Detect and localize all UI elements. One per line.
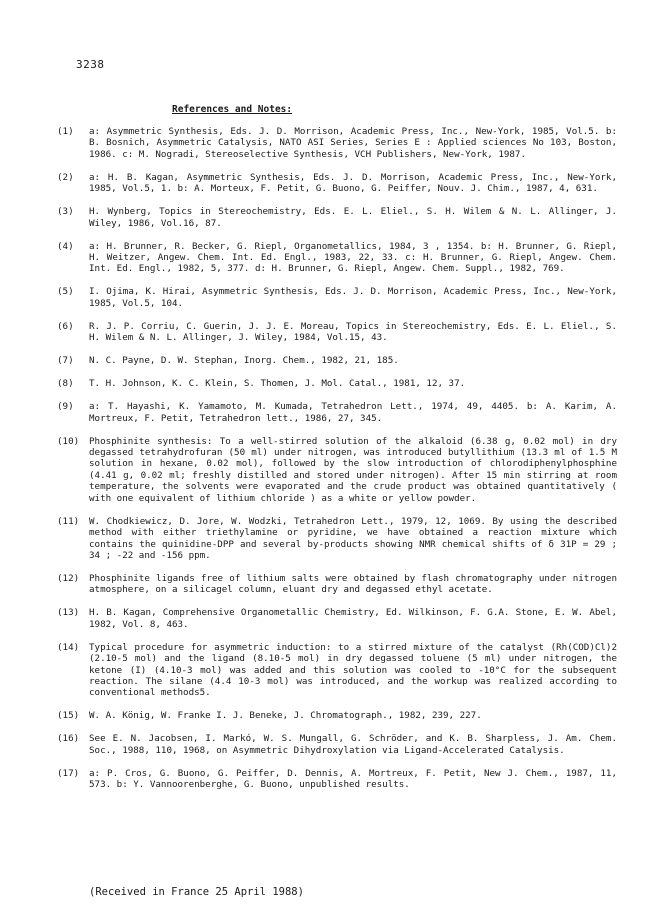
reference-text: W. A. König, W. Franke I. J. Beneke, J. Chromatograph., 1982, 239, 227. [89,710,482,722]
references-heading: References and Notes: [172,104,293,115]
reference-item [57,286,617,309]
reference-number: (16) [57,733,80,745]
reference-text: Phosphinite ligands free of lithium salts were obtained by flash chromatography under nitrogen atmosphere, on a silicagel column, eluant dry and degassed ethyl acetate. [89,572,617,596]
reference-number: (3) [57,206,74,218]
reference-number: (11) [57,515,80,527]
reference-number: (13) [57,607,80,619]
references-list [57,126,617,802]
reference-number: (8) [57,378,74,390]
reference-number: (7) [57,355,74,367]
reference-item [57,401,617,424]
reference-text: Typical procedure for asymmetric induction: to a stirred mixture of the catalyst (Rh(COD)Cl)2 (2.10-5 mol) and the ligand (8.10-5 mol) in dry degassed toluene (5 ml) under nitrogen, the ketone (I) (4.10-3 mol) was added and this solution was cooled to -10°C for the subsequent reaction. The silane (4.4 10-3 mol) was introduced, and the workup was realized according to conventional methods5. [89,641,617,699]
reference-item [57,607,617,630]
reference-item [57,172,617,195]
reference-text: R. J. P. Corriu, C. Guerin, J. J. E. Moreau, Topics in Stereochemistry, Eds. E. L. Eliel., S. H. Wilem & N. L. Allinger, J. Wiley, 1984, Vol.15, 43. [89,320,617,344]
reference-number: (17) [57,767,80,779]
reference-item [57,355,617,366]
reference-text: See E. N. Jacobsen, I. Markó, W. S. Mungall, G. Schröder, and K. B. Sharpless, J. Am. Chem. Soc., 1988, 110, 1968, on Asymmetric Dihydroxylation via Ligand-Accelerated Catalysis. [89,733,617,756]
reference-number: (15) [57,710,80,722]
reference-number: (9) [57,401,74,413]
reference-text: a: Asymmetric Synthesis, Eds. J. D. Morrison, Academic Press, Inc., New-York, 1985, Vol.5. b: B. Bosnich, Asymmetric Catalysis, NATO ASI Series, Series E : Applied sciences No 103, Boston, 1986. c: M. Nogradi, Stereoselective Synthesis, VCH Publishers, New-York, 1987. [89,126,617,160]
reference-item [57,436,617,504]
reference-number: (4) [57,240,74,252]
reference-number: (1) [57,126,74,137]
reference-item [57,768,617,791]
page-number: 3238 [76,58,105,71]
reference-item [57,733,617,756]
reference-text: H. B. Kagan, Comprehensive Organometallic Chemistry, Ed. Wilkinson, F. G.A. Stone, E. W. Abel, 1982, Vol. 8, 463. [89,607,617,630]
reference-item [57,710,617,721]
reference-number: (12) [57,572,80,584]
reference-text: a: H. Brunner, R. Becker, G. Riepl, Organometallics, 1984, 3 , 1354. b: H. Brunner, G. Riepl, H. Weitzer, Angew. Chem. Int. Ed. Engl., 1983, 22, 33. c: H. Brunner, G. Riepl, Angew. Chem. Int. Ed. Engl., 1982, 5, 377. d: H. Brunner, G. Riepl, Angew. Chem. Suppl., 1982, 769. [89,240,617,275]
reference-item [57,516,617,562]
reference-text: a: P. Cros, G. Buono, G. Peiffer, D. Dennis, A. Mortreux, F. Petit, New J. Chem., 1987, 11, 573. b: Y. Vannoorenberghe, G. Buono, unpublished results. [89,767,617,791]
reference-text: I. Ojima, K. Hirai, Asymmetric Synthesis, Eds. J. D. Morrison, Academic Press, Inc., New-York, 1985, Vol.5, 104. [89,286,617,309]
reference-item [57,573,617,596]
received-note: (Received in France 25 April 1988) [89,886,304,898]
reference-number: (6) [57,320,74,332]
reference-text: H. Wynberg, Topics in Stereochemistry, Eds. E. L. Eliel., S. H. Wilem & N. L. Allinger, J. Wiley, 1986, Vol.16, 87. [89,206,617,229]
reference-number: (5) [57,286,74,298]
reference-text: Phosphinite synthesis: To a well-stirred solution of the alkaloid (6.38 g, 0.02 mol) in dry degassed tetrahydrofuran (50 ml) under nitrogen, was introduced butyllithium (13.3 ml of 1.5 M solution in hexane, 0.02 mol), followed by the slow introduction of chlorodiphenylphosphine (4.41 g, 0.02 ml; freshly distilled and stored under nitrogen). After 15 min stirring at room temperature, the solvents were evaporated and the crude product was obtained quantitatively ( with one equivalent of lithium chloride ) as a white or yellow powder. [89,435,617,504]
reference-item [57,241,617,275]
reference-text: N. C. Payne, D. W. Stephan, Inorg. Chem., 1982, 21, 185. [89,355,399,367]
reference-text: T. H. Johnson, K. C. Klein, S. Thomen, J. Mol. Catal., 1981, 12, 37. [89,378,466,390]
reference-number: (10) [57,435,80,447]
reference-text: a: H. B. Kagan, Asymmetric Synthesis, Eds. J. D. Morrison, Academic Press, Inc., New-York, 1985, Vol.5, 1. b: A. Morteux, F. Petit, G. Buono, G. Peiffer, Nouv. J. Chim., 1987, 4, 631. [89,171,617,195]
reference-text: W. Chodkiewicz, D. Jore, W. Wodzki, Tetrahedron Lett., 1979, 12, 1069. By using the described method with either triethylamine or pyridine, we have obtained a reaction mixture which contains the quinidine-DPP and several by-products showing NMR chemical shifts of δ 31P = 29 ; 34 ; -22 and -156 ppm. [89,515,617,561]
reference-item [57,126,617,160]
reference-item [57,378,617,389]
reference-item [57,206,617,229]
reference-item [57,321,617,344]
reference-text: a: T. Hayashi, K. Yamamoto, M. Kumada, Tetrahedron Lett., 1974, 49, 4405. b: A. Karim, A. Mortreux, F. Petit, Tetrahedron lett., 1986, 27, 345. [89,401,617,424]
reference-number: (14) [57,641,80,653]
reference-number: (2) [57,171,74,183]
reference-item [57,642,617,699]
